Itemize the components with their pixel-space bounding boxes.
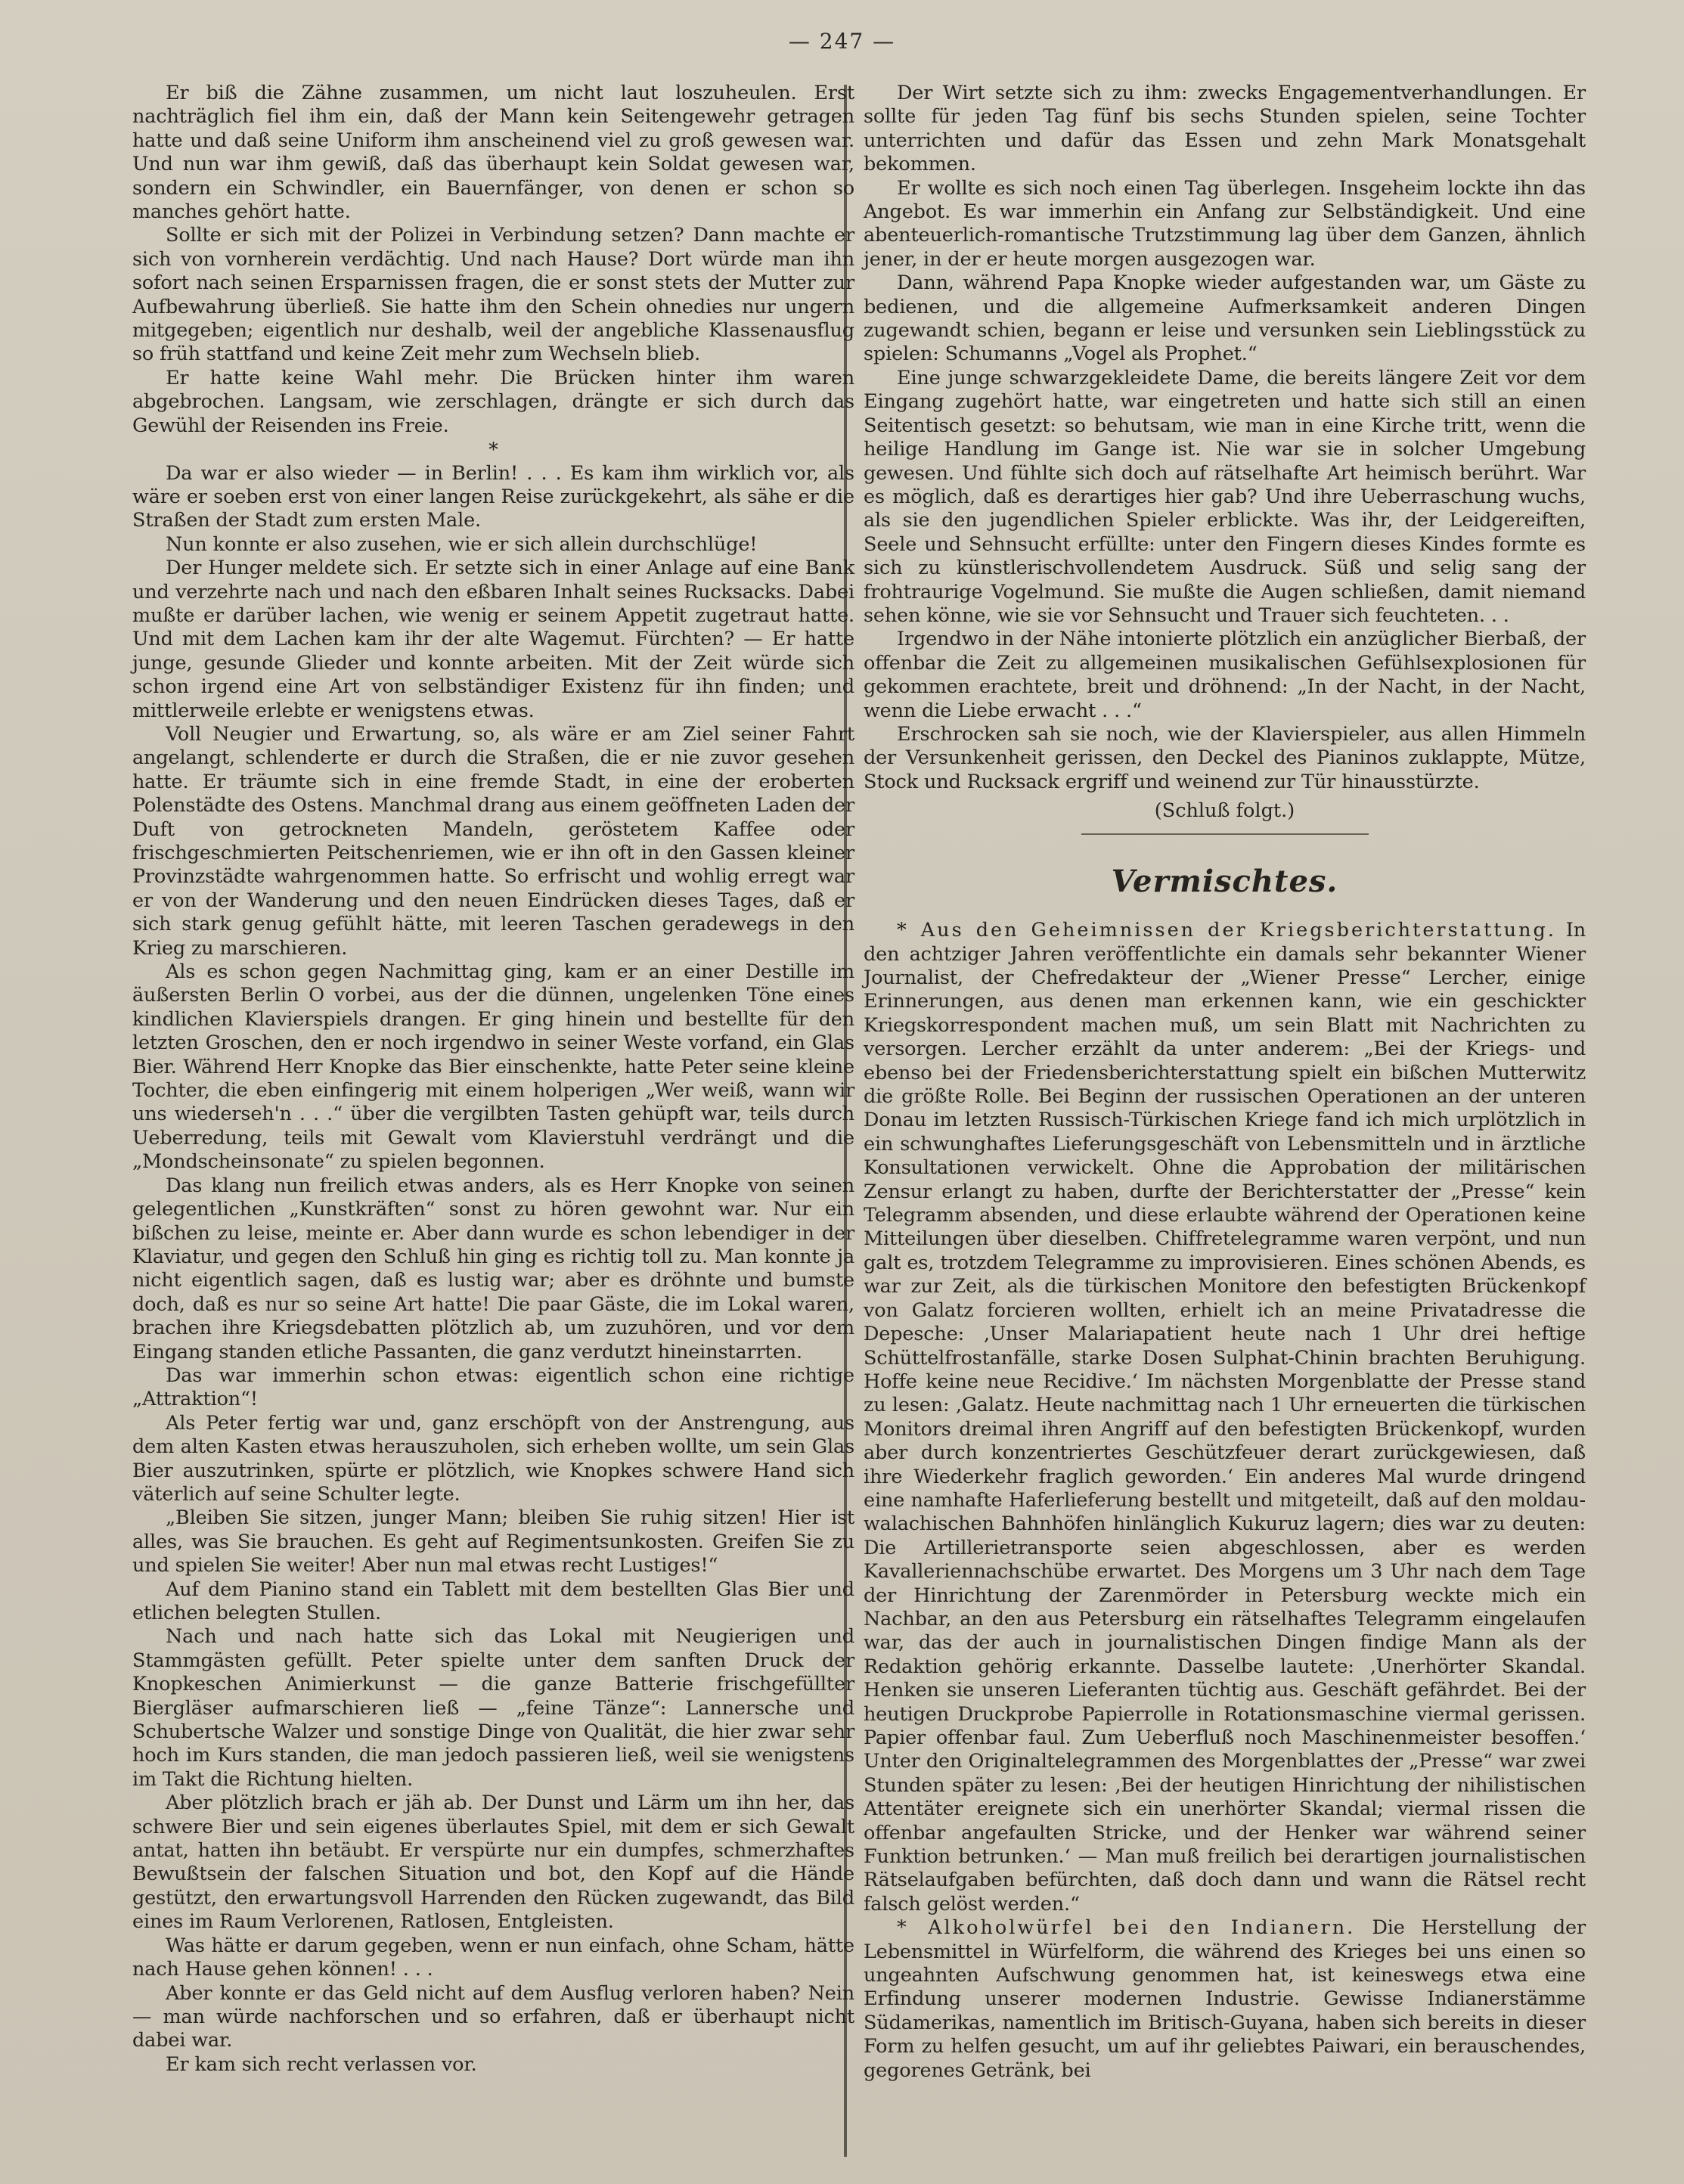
- article-heading: * Aus den Geheimnissen der Kriegsberichterstattung.: [897, 919, 1556, 942]
- section-title: Vermischtes.: [1111, 864, 1338, 900]
- story-paragraph: Nach und nach hatte sich das Lokal mit Neugierigen und Stammgästen gefüllt. Peter spielte unter dem sanften Druck der Knopkeschen Animierkunst — die ganze Batterie frischgefüllter Biergläser aufmarschieren ließ — „feine Tänze“: Lannersche und Schubertsche Walzer und sonstige Dinge von Qualität, die hier zwar sehr hoch im Kurs standen, die man jedoch passieren ließ, weil sie wenigstens im Takt die Richtung hielten.: [132, 1625, 854, 1791]
- page-number: — 247 —: [788, 29, 896, 54]
- story-paragraph: Das war immerhin schon etwas: eigentlich schon eine richtige „Attraktion“!: [132, 1363, 854, 1411]
- story-paragraph: Erschrocken sah sie noch, wie der Klavierspieler, aus allen Himmeln der Versunkenheit gerissen, den Deckel des Pianinos zuklappte, Mütze, Stock und Rucksack ergriff und weinend zur Tür hinausstürzte.: [864, 722, 1586, 793]
- section-rule: [1081, 833, 1369, 835]
- article-paragraph: [864, 1916, 1586, 2083]
- section-break-star: *: [488, 439, 498, 461]
- left-column: [132, 82, 854, 2077]
- story-paragraph: „Bleiben Sie sitzen, junger Mann; bleiben Sie ruhig sitzen! Hier ist alles, was Sie brauchen. Es geht auf Regimentsunkosten. Greifen Sie zu und spielen Sie weiter! Aber nun mal etwas recht Lustiges!“: [132, 1506, 854, 1578]
- story-paragraph: Als Peter fertig war und, ganz erschöpft von der Anstrengung, aus dem alten Kasten etwas herauszuholen, sich erheben wollte, um sein Glas Bier auszutrinken, spürte er plötzlich, wie Knopkes schwere Hand sich väterlich auf seine Schulter legte.: [132, 1411, 854, 1506]
- story-paragraph: Irgendwo in der Nähe intonierte plötzlich ein anzüglicher Bierbaß, der offenbar die Zeit zu allgemeinen musikalischen Gefühlsexplosionen für gekommen erachtete, breit und dröhnend: „In der Nacht, in der Nacht, wenn die Liebe erwacht . . .“: [864, 628, 1586, 722]
- story-paragraph: Voll Neugier und Erwartung, so, als wäre er am Ziel seiner Fahrt angelangt, schlenderte er durch die Straßen, die er nie zuvor gesehen hatte. Er träumte sich in eine fremde Stadt, in eine der eroberten Polenstädte des Ostens. Manchmal drang aus einem geöffneten Laden der Duft von getrockneten Mandeln, geröstetem Kaffee oder frischgeschmierten Peitschenriemen, wie er ihn oft in den Gassen kleiner Provinzstädte wahrgenommen hatte. So erfrischt und wohlig erregt war er von der Wanderung und den neuen Eindrücken dieses Tages, daß er sich stark genug gefühlt hätte, mit leeren Taschen geradewegs in den Krieg zu marschieren.: [132, 722, 854, 960]
- story-paragraph: Er hatte keine Wahl mehr. Die Brücken hinter ihm waren abgebrochen. Langsam, wie zerschlagen, drängte er sich durch das Gewühl der Reisenden ins Freie.: [132, 366, 854, 437]
- story-paragraph: Sollte er sich mit der Polizei in Verbindung setzen? Dann machte er sich von vornherein verdächtig. Und nach Hause? Dort würde man ihn sofort nach seinen Ersparnissen fragen, die er sonst stets der Mutter zur Aufbewahrung überließ. Sie hatte ihm den Schein ohnedies nur ungern mitgegeben; eigentlich nur deshalb, weil der angebliche Klassenausflug so früh stattfand und keine Zeit mehr zum Wechseln blieb.: [132, 224, 854, 366]
- story-paragraph: Als es schon gegen Nachmittag ging, kam er an einer Destille im äußersten Berlin O vorbei, aus der die dünnen, ungelenken Töne eines kindlichen Klavierspiels drangen. Er ging hinein und bestellte für den letzten Groschen, den er noch irgendwo in seiner Weste vorfand, ein Glas Bier. Während Herr Knopke das Bier einschenkte, hatte Peter seine kleine Tochter, die eben einfingerig mit einem holperigen „Wer weiß, wann wir uns wiederseh'n . . .“ über die vergilbten Tasten gehüpft war, teils durch Ueberredung, teils mit Gewalt vom Klavierstuhl verdrängt und die „Mondscheinsonate“ zu spielen begonnen.: [132, 960, 854, 1174]
- story-paragraph: Aber plötzlich brach er jäh ab. Der Dunst und Lärm um ihn her, das schwere Bier und sein eigenes überlautes Spiel, mit dem er sich Gewalt antat, hatten ihn betäubt. Er verspürte nur ein dumpfes, schmerzhaftes Bewußtsein der falschen Situation und bot, den Kopf auf die Hände gestützt, den erwartungsvoll Harrenden den Rücken zugewandt, das Bild eines im Raum Verlorenen, Ratlosen, Entgleisten.: [132, 1792, 854, 1934]
- story-paragraph: Aber konnte er das Geld nicht auf dem Ausflug verloren haben? Nein — man würde nachforschen und so erfahren, daß er überhaupt nicht dabei war.: [132, 1981, 854, 2052]
- story-paragraph: Der Wirt setzte sich zu ihm: zwecks Engagementverhandlungen. Er sollte für jeden Tag fünf bis sechs Stunden spielen, seine Tochter unterrichten und dafür das Essen und zehn Mark Monatsgehalt bekommen.: [864, 82, 1586, 176]
- story-paragraph: Er biß die Zähne zusammen, um nicht laut loszuheulen. Erst nachträglich fiel ihm ein, daß der Mann kein Seitengewehr getragen hatte und daß seine Uniform ihm anscheinend viel zu groß gewesen war. Und nun war ihm gewiß, daß das überhaupt kein Soldat gewesen war, sondern ein Schwindler, ein Bauernfänger, von denen er schon so manches gehört hatte.: [132, 82, 854, 224]
- story-paragraph: Nun konnte er also zusehen, wie er sich allein durchschlüge!: [166, 532, 758, 556]
- story-paragraph: Dann, während Papa Knopke wieder aufgestanden war, um Gäste zu bedienen, und die allgemeine Aufmerksamkeit anderen Dingen zugewandt schien, begann er leise und versunken sein Lieblingsstück zu spielen: Schumanns „Vogel als Prophet.“: [864, 271, 1586, 366]
- right-column: [864, 82, 1586, 2083]
- article-text: In den achtziger Jahren veröffentlichte ein damals sehr bekannter Wiener Journalist, der Chefredakteur der „Wiener Presse“ Lercher, einige Erinnerungen, aus denen man erkennen kann, wie ein geschickter Kriegskorrespondent machen muß, um sein Blatt mit Nachrichten zu versorgen. Lercher erzählt da unter anderem: „Bei der Kriegs- und ebenso bei der Friedensberichterstattung spielt ein bißchen Mutterwitz die größte Rolle. Bei Beginn der russischen Operationen an der unteren Donau im letzten Russisch-Türkischen Kriege fand ich mich urplötzlich in ein schwunghaftes Lieferungsgeschäft von Lebensmitteln und in ärztliche Konsultationen verwickelt. Ohne die Approbation der militärischen Zensur erlangt zu haben, durfte der Berichterstatter der „Presse“ kein Telegramm absenden, und diese erlaubte während der Operationen keine Mitteilungen über dieselben. Chiffretelegramme waren verpönt, und nun galt es, trotzdem Telegramme zu improvisieren. Eines schönen Abends, es war zur Zeit, als die türkischen Monitore den befestigten Brückenkopf von Galatz forcieren wollten, erhielt ich an meine Privatadresse die Depesche: ‚Unser Malariapatient heute nach 1 Uhr drei heftige Schüttelfrostanfälle, starke Dosen Sulphat-Chinin brachten Beruhigung. Hoffe keine neue Recidive.‘ Im nächsten Morgenblatte der Presse stand zu lesen: ‚Galatz. Heute nachmittag nach 1 Uhr erneuerten die türkischen Monitors dreimal ihren Angriff auf den befestigten Brückenkopf, wurden aber durch konzentriertes Geschützfeuer derart zurückgewiesen, daß ihre Wiederkehr fraglich geworden.‘ Ein anderes Mal wurde dringend eine namhafte Haferlieferung bestellt und mitgeteilt, daß auf den moldau-walachischen Bahnhöfen hinlänglich Kukuruz lagern; dies war zu deuten: Die Artillerietransporte seien abgeschlossen, aber es werden Kavalleriennachschübe erwartet. Des Morgens um 3 Uhr nach dem Tage der Hinrichtung der Zarenmörder in Petersburg weckte mich ein Nachbar, an den aus Petersburg ein rätselhaftes Telegramm eingelaufen war, das der auch in journalistischen Dingen findige Mann als der Redaktion gehörig erkannte. Dasselbe lautete: ‚Unerhörter Skandal. Henken sie unseren Lieferanten tüchtig aus. Geschäft gefährdet. Bei der heutigen Druckprobe Papierrolle in Rotationsmaschine viermal gerissen. Papier offenbar faul. Zum Ueberfluß noch Maschinenmeister besoffen.‘ Unter den Originaltelegrammen des Morgenblattes der „Presse“ war zwei Stunden später zu lesen: ‚Bei der heutigen Hinrichtung der nihilistischen Attentäter ereignete sich ein unerhörter Skandal; viermal rissen die offenbar angefaulten Stricke, und der Henker war während seiner Funktion betrunken.‘ — Man muß freilich bei derartigen journalistischen Rätselaufgaben befürchten, daß doch dann und wann die Rätsel recht falsch gelöst werden.“: [864, 919, 1586, 1916]
- article-heading: * Alkoholwürfel bei den Indianern.: [897, 1916, 1356, 1940]
- story-paragraph: Er wollte es sich noch einen Tag überlegen. Insgeheim lockte ihn das Angebot. Es war immerhin ein Anfang zur Selbständigkeit. Und eine abenteuerlich-romantische Trutzstimmung lag über dem Ganzen, ähnlich jener, in der er heute morgen ausgezogen war.: [864, 176, 1586, 271]
- article-paragraph: [864, 919, 1586, 1916]
- story-paragraph: Der Hunger meldete sich. Er setzte sich in einer Anlage auf eine Bank und verzehrte nach und nach den eßbaren Inhalt seines Rucksacks. Dabei mußte er darüber lachen, wie wenig er seinem Appetit zugetraut hatte. Und mit dem Lachen kam ihr der alte Wagemut. Fürchten? — Er hatte junge, gesunde Glieder und konnte arbeiten. Mit der Zeit würde sich schon irgend eine Art von selbständiger Existenz für ihn finden; und mittlerweile erlebte er wenigstens etwas.: [132, 557, 854, 722]
- story-paragraph: Das klang nun freilich etwas anders, als es Herr Knopke von seinen gelegentlichen „Kunstkräften“ sonst zu hören gewohnt war. Nur ein bißchen zu leise, meinte er. Aber dann wurde es schon lebendiger in der Klaviatur, und gegen den Schluß hin ging es richtig toll zu. Man konnte ja nicht eigentlich sagen, daß es lustig war; aber es dröhnte und bumste doch, daß es nur so seine Art hatte! Die paar Gäste, die im Lokal waren, brachen ihre Kriegsdebatten plötzlich ab, um zuzuhören, und vor dem Eingang standen etliche Passanten, die ganz verdutzt hineinstarrten.: [132, 1174, 854, 1363]
- article-text: Die Herstellung der Lebensmittel in Würfelform, die während des Krieges bei uns einen so ungeahnten Aufschwung genommen hat, ist keineswegs etwa eine Erfindung unserer modernen Industrie. Gewisse Indianerstämme Südamerikas, namentlich im Britisch-Guyana, haben sich bereits in dieser Form zu helfen gesucht, um auf ihr geliebtes Paiwari, ein berauschendes, gegorenes Getränk, bei: [864, 1916, 1586, 2082]
- continued-note: (Schluß folgt.): [1154, 799, 1295, 823]
- story-paragraph: Er kam sich recht verlassen vor.: [166, 2052, 477, 2076]
- story-paragraph: Eine junge schwarzgekleidete Dame, die bereits längere Zeit vor dem Eingang zugehört hatte, war eingetreten und hatte sich still an einen Seitentisch gesetzt: so behutsam, wie man in eine Kirche tritt, wenn die heilige Handlung im Gange ist. Nie war sie in solcher Umgebung gewesen. Und fühlte sich doch auf rätselhafte Art heimisch berührt. War es möglich, daß es derartiges hier gab? Und ihre Ueberraschung wuchs, als sie den jugendlichen Spieler erblickte. Was ihr, der Leidgereiften, Seele und Sehnsucht erfüllte: unter den Fingern dieses Kindes formte es sich zu künstlerischvollendetem Ausdruck. Süß und selig sang der frohtraurige Vogelmund. Sie mußte die Augen schließen, damit niemand sehen könne, wie sie vor Sehnsucht und Trauer sich feuchteten. . .: [864, 366, 1586, 627]
- story-paragraph: Was hätte er darum gegeben, wenn er nun einfach, ohne Scham, hätte nach Hause gehen können! . . .: [132, 1934, 854, 1981]
- story-paragraph: Auf dem Pianino stand ein Tablett mit dem bestellten Glas Bier und etlichen belegten Stullen.: [132, 1578, 854, 1624]
- story-paragraph: Da war er also wieder — in Berlin! . . . Es kam ihm wirklich vor, als wäre er soeben erst von einer langen Reise zurückgekehrt, als sähe er die Straßen der Stadt zum ersten Male.: [132, 461, 854, 532]
